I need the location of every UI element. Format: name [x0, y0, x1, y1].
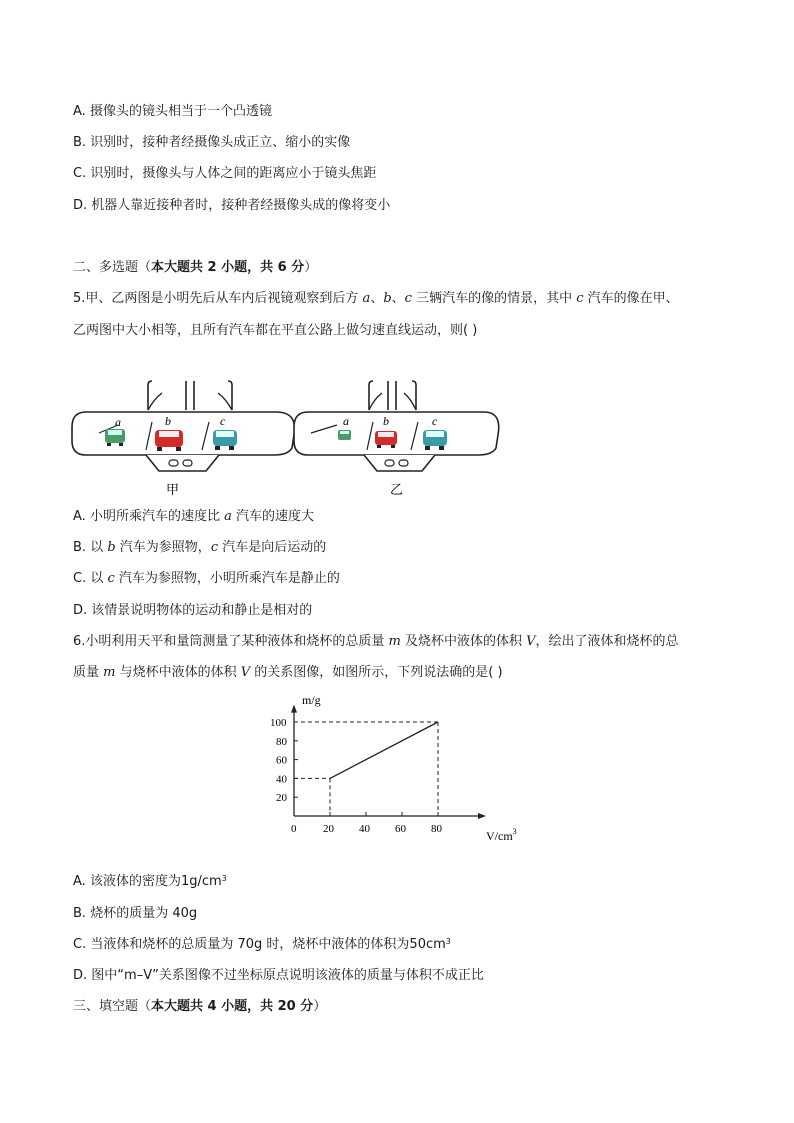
q6-option-b: B. 烧杯的质量为 40g: [73, 906, 198, 921]
x-tick-label: 60: [395, 823, 406, 835]
q5-stem-line2: 乙两图中大小相等，且所有汽车都在平直公路上做匀速直线运动，则( ): [73, 323, 478, 338]
x-tick-label: 0: [291, 823, 297, 835]
y-tick-label: 20: [276, 792, 287, 805]
x-tick-label: 20: [323, 823, 334, 835]
label-yi: 乙: [390, 482, 404, 497]
x-tick-label: 40: [359, 823, 370, 835]
q6-option-a: A. 该液体的密度为$1g/cm^3$: [73, 874, 227, 889]
q5-mirror-figure: [66, 375, 506, 500]
q4-option-b: B. 识别时，接种者经摄像头成正立、缩小的实像: [73, 135, 351, 150]
label-a-right: a: [343, 414, 349, 428]
q4-option-c: C. 识别时，摄像头与人体之间的距离应小于镜头焦距: [73, 166, 377, 181]
y-axis-arrow: [291, 705, 297, 713]
y-tick-label: 80: [276, 735, 287, 748]
y-tick-label: 60: [276, 754, 287, 767]
q5-option-c: C. 以 c 汽车为参照物，小明所乘汽车是静止的: [73, 571, 340, 586]
q4-option-a: A. 摄像头的镜头相当于一个凸透镜: [73, 104, 272, 119]
mirror-left: [72, 381, 295, 497]
x-axis-arrow: [478, 813, 486, 819]
x-tick-label: 80: [431, 823, 442, 835]
q6-option-d: D. 图中“m–V”关系图像不过坐标原点说明该液体的质量与体积不成正比: [73, 968, 484, 983]
section-3-heading: 三、填空题（本大题共 4 小题，共 20 分）: [73, 999, 327, 1014]
y-tick-label: 40: [276, 773, 287, 786]
mirror-right: [294, 381, 499, 497]
q5-stem-line1: 5.甲、乙两图是小明先后从车内后视镜观察到后方 a、b、c 三辆汽车的像的情景，其中 c 汽车的像在甲、: [73, 291, 679, 306]
series-line: [330, 722, 438, 778]
label-b-left: b: [165, 414, 171, 428]
q6-mass-volume-chart: [258, 688, 538, 848]
q4-option-d: D. 机器人靠近接种者时，接种者经摄像头成的像将变小: [73, 198, 391, 213]
x-axis-label: $V/cm^3$: [486, 827, 517, 843]
label-c-left: c: [220, 414, 226, 428]
q5-option-a: A. 小明所乘汽车的速度比 a 汽车的速度大: [73, 509, 314, 524]
q5-option-b: B. 以 b 汽车为参照物，c 汽车是向后运动的: [73, 540, 327, 555]
label-a-left: a: [115, 415, 121, 429]
q5-option-d: D. 该情景说明物体的运动和静止是相对的: [73, 603, 313, 618]
car-a-image-right: [338, 430, 351, 440]
section-2-heading: 二、多选题（本大题共 2 小题，共 6 分）: [73, 260, 318, 275]
label-jia: 甲: [166, 482, 180, 497]
q6-option-c: C. 当液体和烧杯的总质量为 70g 时，烧杯中液体的体积为$50cm^3$: [73, 937, 451, 952]
q6-stem-line2: 质量 m 与烧杯中液体的体积 V 的关系图像，如图所示，下列说法确的是( ): [73, 665, 503, 680]
y-tick-label: 100: [270, 717, 287, 729]
q6-stem-line1: 6.小明利用天平和量筒测量了某种液体和烧杯的总质量 m 及烧杯中液体的体积 V，绘出了液体和烧杯的总: [73, 634, 679, 649]
label-c-right: c: [432, 414, 438, 428]
label-b-right: b: [383, 414, 389, 428]
y-axis-label: m/g: [302, 693, 321, 707]
